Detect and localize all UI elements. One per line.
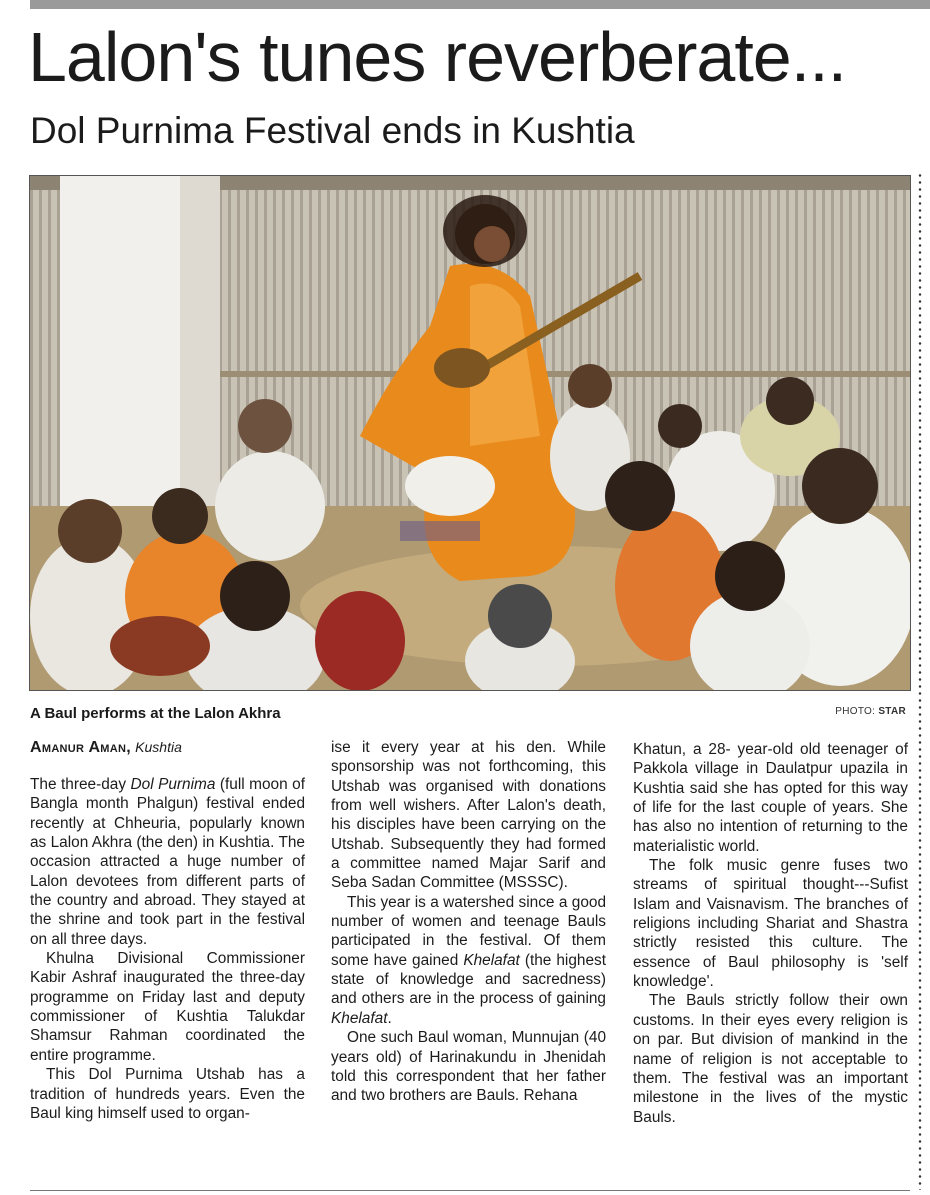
dotted-column-divider <box>918 172 922 1190</box>
photo-caption: A Baul performs at the Lalon Akhra <box>30 705 281 722</box>
bottom-rule <box>30 1190 910 1191</box>
paragraph-4 <box>331 893 606 1028</box>
paragraph-5-continued: Khatun, a 28- year-old old teenager of Pakkola village in Daulatpur upazila in Kushtia said she has opted for this way of life for the last couple of years. She has also no intention of returning to the materialistic world. <box>633 741 908 855</box>
paragraph-2: Khulna Divisional Commissioner Kabir Ashraf inaugurated the three-day programme on Friday last and deputy commissioner of Kushtia Talukdar Shamsur Rahman coordinated the entire programme. <box>30 950 305 1064</box>
paragraph-3-continued: ise it every year at his den. While sponsorship was not forthcoming, this Utshab was organised with donations from well wishers. After Lalon's death, his disciples have been carrying on the Utshab. Subsequently they had formed a committee named Majar Sarif and Seba Sadan Committee (MSSSC). <box>331 739 606 892</box>
headline: Lalon's tunes reverberate... <box>28 18 847 96</box>
paragraph-6: The folk music genre fuses two streams of spiritual thought---Sufist Islam and Vaisnavism. The branches of religions including Shariat and Shastra strictly resisted this culture. The essence of Baul philosophy is 'self knowledge'. <box>633 857 908 991</box>
byline-author: Amanur Aman, <box>30 739 131 756</box>
photo-credit-prefix: PHOTO: <box>835 706 876 717</box>
column-2 <box>331 738 606 1106</box>
column-3 <box>633 740 908 1127</box>
p1-emphasis: Dol Purnima <box>130 776 216 793</box>
p4-emphasis-1: Khelafat <box>463 951 520 969</box>
paragraph-7: The Bauls strictly follow their own customs. In their eyes every religion is on par. But division of mankind in the name of religion is not acceptable to them. The festival was an important milestone in the lives of the mystic Bauls. <box>633 992 908 1126</box>
photo-credit-source: STAR <box>878 706 906 717</box>
byline <box>30 738 305 757</box>
paragraph-5: One such Baul woman, Munnujan (40 years old) of Harinakundu in Jhenidah told this correspondent that her father and two brothers are Bauls. Rehana <box>331 1029 606 1105</box>
p4-text-c: . <box>387 1009 392 1027</box>
column-1 <box>30 738 305 1123</box>
p1-text-a: The three-day <box>30 776 131 793</box>
p4-emphasis-2: Khelafat <box>331 1009 388 1027</box>
p4-text-b: (the highest state of knowledge and sacredness) and others are in the process of gaining <box>331 951 606 1008</box>
article-photo <box>29 175 911 691</box>
paragraph-3: This Dol Purnima Utshab has a tradition of hundreds years. Even the Baul king himself used to organ- <box>30 1066 305 1122</box>
photo-credit <box>835 706 906 717</box>
p1-text-b: (full moon of Bangla month Phalgun) festival ended recently at Chheuria, popularly known as Lalon Akhra (the den) in Kushtia. The occasion attracted a huge number of Lalon devotees from different parts of the country and abroad. They stayed at the shrine and took part in the festival on all three days. <box>30 776 305 948</box>
subheadline: Dol Purnima Festival ends in Kushtia <box>30 110 635 151</box>
byline-location: Kushtia <box>135 739 182 755</box>
top-rule <box>30 0 930 9</box>
p4-text-a: This year is a watershed since a good number of women and teenage Bauls participated in the festival. Of them some have gained <box>331 893 606 969</box>
paragraph-1 <box>30 775 305 949</box>
